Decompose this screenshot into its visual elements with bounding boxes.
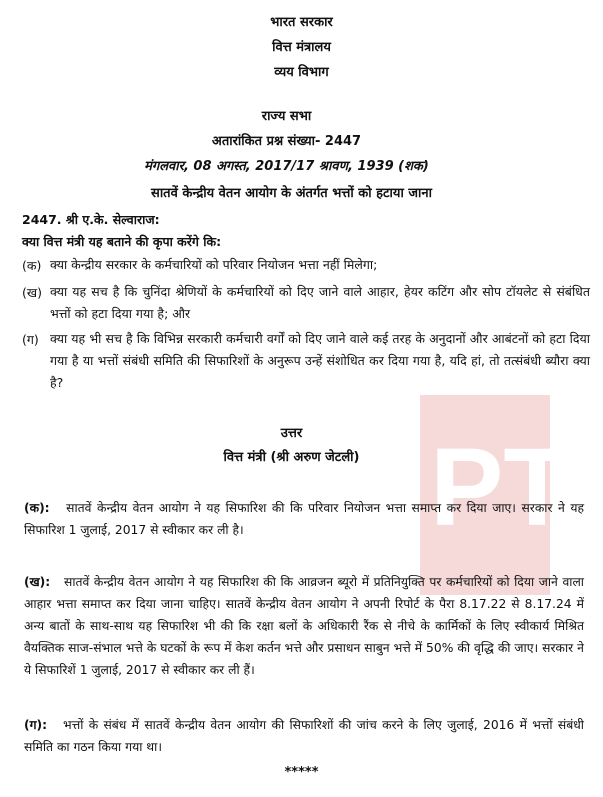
question-date: मंगलवार, 08 अगस्त, 2017/17 श्रावण, 1939 (शक) [144, 159, 429, 174]
house-name: राज्य सभा [261, 109, 312, 124]
question-part-label: (क) [22, 258, 42, 273]
answer-part-label: (ख): [24, 575, 51, 589]
question-part-label: (ख) [22, 285, 42, 300]
question-subject: सातवें केन्द्रीय वेतन आयोग के अंतर्गत भत्तों को हटाया जाना [151, 186, 432, 201]
govt-heading: भारत सरकार [270, 15, 333, 30]
question-number: अतारांकित प्रश्न संख्या- 2447 [211, 134, 362, 149]
answer-part-label: (ग): [24, 718, 48, 732]
question-part-text: क्या केन्द्रीय सरकार के कर्मचारियों को परिवार नियोजन भत्ता नहीं मिलेगा; [50, 257, 378, 272]
svg-text:PT: PT [430, 426, 571, 549]
answer-part-text: सातवें केन्द्रीय वेतन आयोग ने यह सिफारिश की कि आव्रजन ब्यूरो में प्रतिनियुक्ति पर कर्मचारियों को दिया जाने वाला आहार भत्ता समाप्त कर दिया जाना चाहिए। सातवें केन्द्रीय वेतन आयोग ने अपनी रिपोर्ट के पैरा 8.17.22 से 8.17.24 में अन्य बातों के साथ-साथ यह सिफारिश भी की कि रक्षा बलों के अधिकारी रैंक से नीचे के कार्मिकों के लिए स्वीकार्य मिश्रित वैयक्तिक साज-संभाल भत्ते के घटकों के रूप में केश कर्तन भत्ते और प्रसाधन साबुन भत्ते में 50% की वृद्धि की जाए। सरकार ने ये सिफारिशें 1 जुलाई, 2017 से स्वीकार कर ली हैं। [24, 575, 584, 677]
minister-name: वित्त मंत्री (श्री अरुण जेटली) [223, 450, 360, 465]
question-part-text: क्या यह भी सच है कि विभिन्न सरकारी कर्मचारी वर्गों को दिए जाने वाले कई तरह के अनुदानों और आबंटनों को हटा दिया गया है या भत्तों संबंधी समिति की सिफारिशों के अनुरूप उन्हें संशोधित कर दिया गया है, यदि हां, तो तत्संबंधी ब्यौरा क्या है? [50, 331, 590, 390]
answer-part-label: (क): [24, 501, 50, 515]
department-heading: व्यय विभाग [274, 65, 329, 80]
answer-part [24, 571, 584, 681]
answer-part-text: भत्तों के संबंध में सातवें केन्द्रीय वेतन आयोग की सिफारिशों की जांच करने के लिए जुलाई, 2016 में भत्तों संबंधी समिति का गठन किया गया था। [24, 718, 584, 754]
answer-heading: उत्तर [280, 426, 303, 441]
question-part-label: (ग) [22, 332, 39, 347]
question-part-text: क्या यह सच है कि चुनिंदा श्रेणियों के कर्मचारियों को दिए जाने वाले आहार, हेयर कटिंग और सोप टॉयलेट से संबंधित भत्तों को हटा दिया गया है; और [50, 284, 590, 321]
answer-part-text: सातवें केन्द्रीय वेतन आयोग ने यह सिफारिश की कि परिवार नियोजन भत्ता समाप्त कर दिया जाए। सरकार ने यह सिफारिश 1 जुलाई, 2017 से स्वीकार कर ली है। [24, 501, 584, 537]
question-intro: क्या वित्त मंत्री यह बताने की कृपा करेंगे कि: [22, 234, 222, 249]
ministry-heading: वित्त मंत्रालय [272, 40, 331, 55]
pt-watermark-logo [380, 395, 571, 595]
answer-part [24, 714, 584, 758]
answer-part [24, 497, 584, 541]
end-marker: ***** [284, 765, 319, 780]
question-asker: 2447. श्री ए.के. सेल्वाराज: [22, 212, 160, 227]
